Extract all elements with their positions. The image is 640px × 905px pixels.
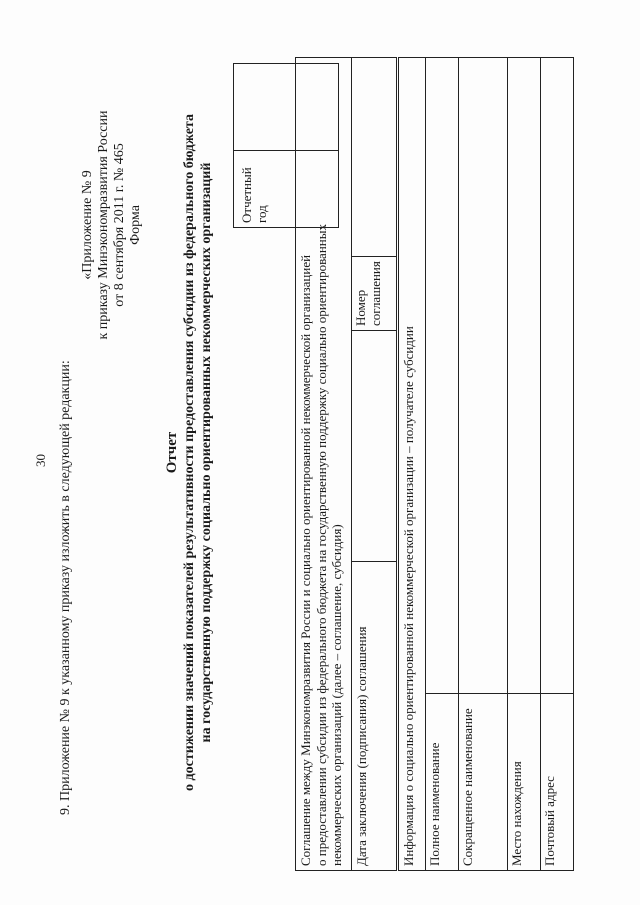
- agreement-description: [296, 58, 352, 871]
- location-label: Место нахождения: [508, 694, 541, 871]
- agreement-table: [295, 57, 397, 871]
- postal-address-field[interactable]: [541, 58, 574, 694]
- appendix-form-label: Форма: [127, 205, 143, 245]
- short-name-field[interactable]: [459, 58, 508, 694]
- full-name-field[interactable]: [426, 58, 459, 694]
- postal-address-label: Почтовый адрес: [541, 694, 574, 871]
- location-field[interactable]: [508, 58, 541, 694]
- full-name-label: Полное наименование: [426, 694, 459, 871]
- appendix-line-1: «Приложение № 9: [80, 170, 95, 280]
- report-subtitle-line-1: о достижении значений показателей результативности предоставления субсидии из федерального бюджета: [182, 114, 197, 791]
- report-title: Отчет: [164, 431, 180, 474]
- agreement-text-line-3: некоммерческих организаций (далее – соглашение, субсидия): [329, 524, 345, 866]
- agreement-text-line-1: Соглашение между Минэкономразвития России и социально ориентированной некоммерческой организацией: [298, 254, 313, 866]
- intro-text: 9. Приложение № 9 к указанному приказу изложить в следующей редакции:: [58, 360, 73, 815]
- organization-info-table: [398, 57, 574, 871]
- agreement-number-label: Номер соглашения: [352, 257, 397, 331]
- reporting-year-label: Отчетный год: [234, 151, 339, 228]
- page-number: 30: [33, 454, 48, 467]
- agreement-date-label: Дата заключения (подписания) соглашения: [352, 562, 397, 871]
- report-subtitle-line-2: на государственную поддержку социально ориентированных некоммерческих организаций: [198, 162, 214, 743]
- appendix-header: [80, 101, 144, 349]
- agreement-text-line-2: о предоставлении субсидии из федерального бюджета на государственную поддержку социально ориентированных: [313, 224, 329, 866]
- appendix-line-3: от 8 сентября 2011 г. № 465: [111, 143, 127, 307]
- report-subtitle: [182, 0, 216, 905]
- organization-info-header: Информация о социально ориентированной некоммерческой организации – получателе субсидии: [399, 58, 426, 871]
- agreement-number-field[interactable]: [352, 58, 397, 257]
- agreement-date-field[interactable]: [352, 331, 397, 562]
- appendix-line-2: к приказу Минэкономразвития России: [95, 110, 111, 340]
- short-name-label: Сокращенное наименование: [459, 694, 508, 871]
